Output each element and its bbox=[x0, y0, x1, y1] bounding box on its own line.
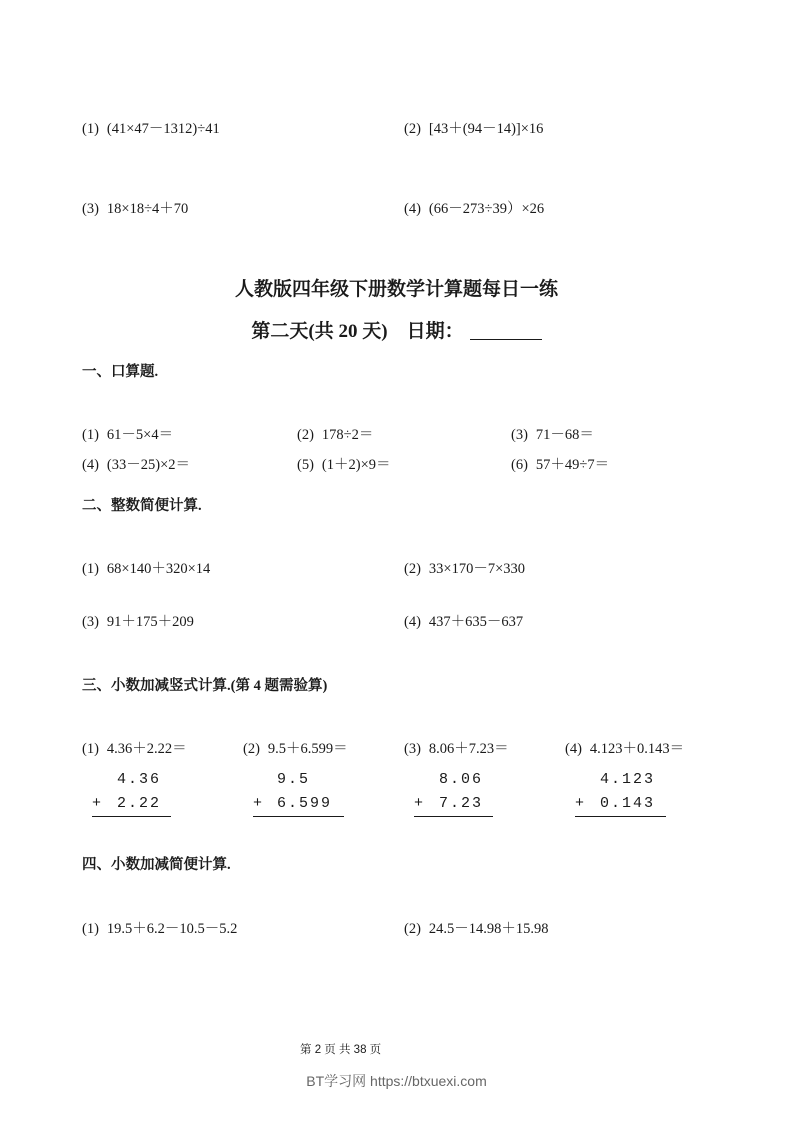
top-problem-1 bbox=[82, 117, 220, 138]
vertical-top-number: 4.123 bbox=[600, 771, 656, 788]
problem-number: (3) bbox=[82, 201, 99, 217]
vertical-bottom-number: 6.599 bbox=[277, 795, 333, 812]
problem-expression: (66－273÷39）×26 bbox=[428, 201, 545, 217]
decimal-problem bbox=[404, 737, 509, 758]
page-subtitle bbox=[0, 316, 793, 343]
section-2-heading: 二、整数简便计算. bbox=[82, 498, 202, 514]
problem-expression: 18×18÷4＋70 bbox=[106, 201, 189, 217]
problem-number: (4) bbox=[404, 201, 421, 217]
problem-expression: [43＋(94－14)]×16 bbox=[428, 121, 544, 137]
integer-problem bbox=[404, 610, 523, 631]
vertical-line bbox=[414, 816, 493, 817]
decimal-problem bbox=[243, 737, 348, 758]
oral-problem bbox=[297, 453, 391, 474]
top-problem-2 bbox=[404, 117, 543, 138]
page-footer: 第 2 页 共 38 页 bbox=[300, 1044, 382, 1056]
problem-number: (3) bbox=[82, 614, 99, 630]
problem-expression: 9.5＋6.599＝ bbox=[267, 741, 348, 757]
problem-number: (4) bbox=[404, 614, 421, 630]
problem-number: (6) bbox=[511, 457, 528, 473]
problem-expression: 71－68＝ bbox=[535, 427, 594, 443]
problem-expression: (41×47－1312)÷41 bbox=[106, 121, 220, 137]
vertical-line bbox=[92, 816, 171, 817]
integer-problem bbox=[404, 557, 525, 578]
problem-expression: 24.5－14.98＋15.98 bbox=[428, 921, 549, 937]
integer-problem bbox=[82, 557, 210, 578]
problem-expression: 91＋175＋209 bbox=[106, 614, 194, 630]
problem-number: (1) bbox=[82, 741, 99, 757]
problem-number: (5) bbox=[297, 457, 314, 473]
page-title: 人教版四年级下册数学计算题每日一练 bbox=[234, 279, 558, 300]
problem-expression: (1＋2)×9＝ bbox=[321, 457, 391, 473]
decimal-simplify-problem bbox=[82, 917, 237, 938]
problem-number: (3) bbox=[404, 741, 421, 757]
section-3-heading: 三、小数加减竖式计算.(第 4 题需验算) bbox=[82, 678, 328, 694]
watermark: BT学习网 https://btxuexi.com bbox=[306, 1073, 487, 1089]
problem-number: (1) bbox=[82, 427, 99, 443]
problem-number: (3) bbox=[511, 427, 528, 443]
problem-expression: 4.123＋0.143＝ bbox=[589, 741, 685, 757]
vertical-operator: + bbox=[92, 795, 104, 812]
vertical-operator: + bbox=[414, 795, 426, 812]
problem-expression: 19.5＋6.2－10.5－5.2 bbox=[106, 921, 238, 937]
problem-expression: 8.06＋7.23＝ bbox=[428, 741, 509, 757]
problem-number: (1) bbox=[82, 121, 99, 137]
vertical-top-number: 8.06 bbox=[439, 771, 484, 788]
problem-number: (2) bbox=[243, 741, 260, 757]
oral-problem bbox=[82, 423, 173, 444]
decimal-problem bbox=[82, 737, 187, 758]
problem-number: (2) bbox=[404, 121, 421, 137]
integer-problem bbox=[82, 610, 194, 631]
problem-number: (2) bbox=[297, 427, 314, 443]
subtitle-text: 第二天(共 20 天) 日期： bbox=[251, 321, 464, 342]
vertical-bottom-number: 2.22 bbox=[117, 795, 162, 812]
problem-number: (1) bbox=[82, 921, 99, 937]
problem-expression: (33－25)×2＝ bbox=[106, 457, 191, 473]
date-blank bbox=[470, 321, 542, 340]
vertical-top-number: 4.36 bbox=[117, 771, 162, 788]
problem-expression: 61－5×4＝ bbox=[106, 427, 174, 443]
decimal-problem bbox=[565, 737, 684, 758]
problem-number: (1) bbox=[82, 561, 99, 577]
section-1-heading: 一、口算题. bbox=[82, 364, 159, 380]
top-problem-3 bbox=[82, 197, 188, 218]
section-4-heading: 四、小数加减简便计算. bbox=[82, 857, 231, 873]
problem-number: (2) bbox=[404, 921, 421, 937]
problem-expression: 68×140＋320×14 bbox=[106, 561, 211, 577]
problem-number: (4) bbox=[565, 741, 582, 757]
oral-problem bbox=[82, 453, 190, 474]
vertical-bottom-number: 0.143 bbox=[600, 795, 656, 812]
oral-problem bbox=[297, 423, 373, 444]
vertical-operator: + bbox=[575, 795, 587, 812]
problem-expression: 437＋635－637 bbox=[428, 614, 524, 630]
vertical-line bbox=[575, 816, 666, 817]
top-problem-4 bbox=[404, 197, 544, 218]
problem-expression: 178÷2＝ bbox=[321, 427, 374, 443]
decimal-simplify-problem bbox=[404, 917, 549, 938]
vertical-operator: + bbox=[253, 795, 265, 812]
problem-expression: 4.36＋2.22＝ bbox=[106, 741, 187, 757]
vertical-line bbox=[253, 816, 344, 817]
vertical-bottom-number: 7.23 bbox=[439, 795, 484, 812]
problem-number: (4) bbox=[82, 457, 99, 473]
oral-problem bbox=[511, 423, 594, 444]
problem-number: (2) bbox=[404, 561, 421, 577]
vertical-top-number: 9.5 bbox=[277, 771, 311, 788]
problem-expression: 57＋49÷7＝ bbox=[535, 457, 610, 473]
problem-expression: 33×170－7×330 bbox=[428, 561, 526, 577]
oral-problem bbox=[511, 453, 609, 474]
